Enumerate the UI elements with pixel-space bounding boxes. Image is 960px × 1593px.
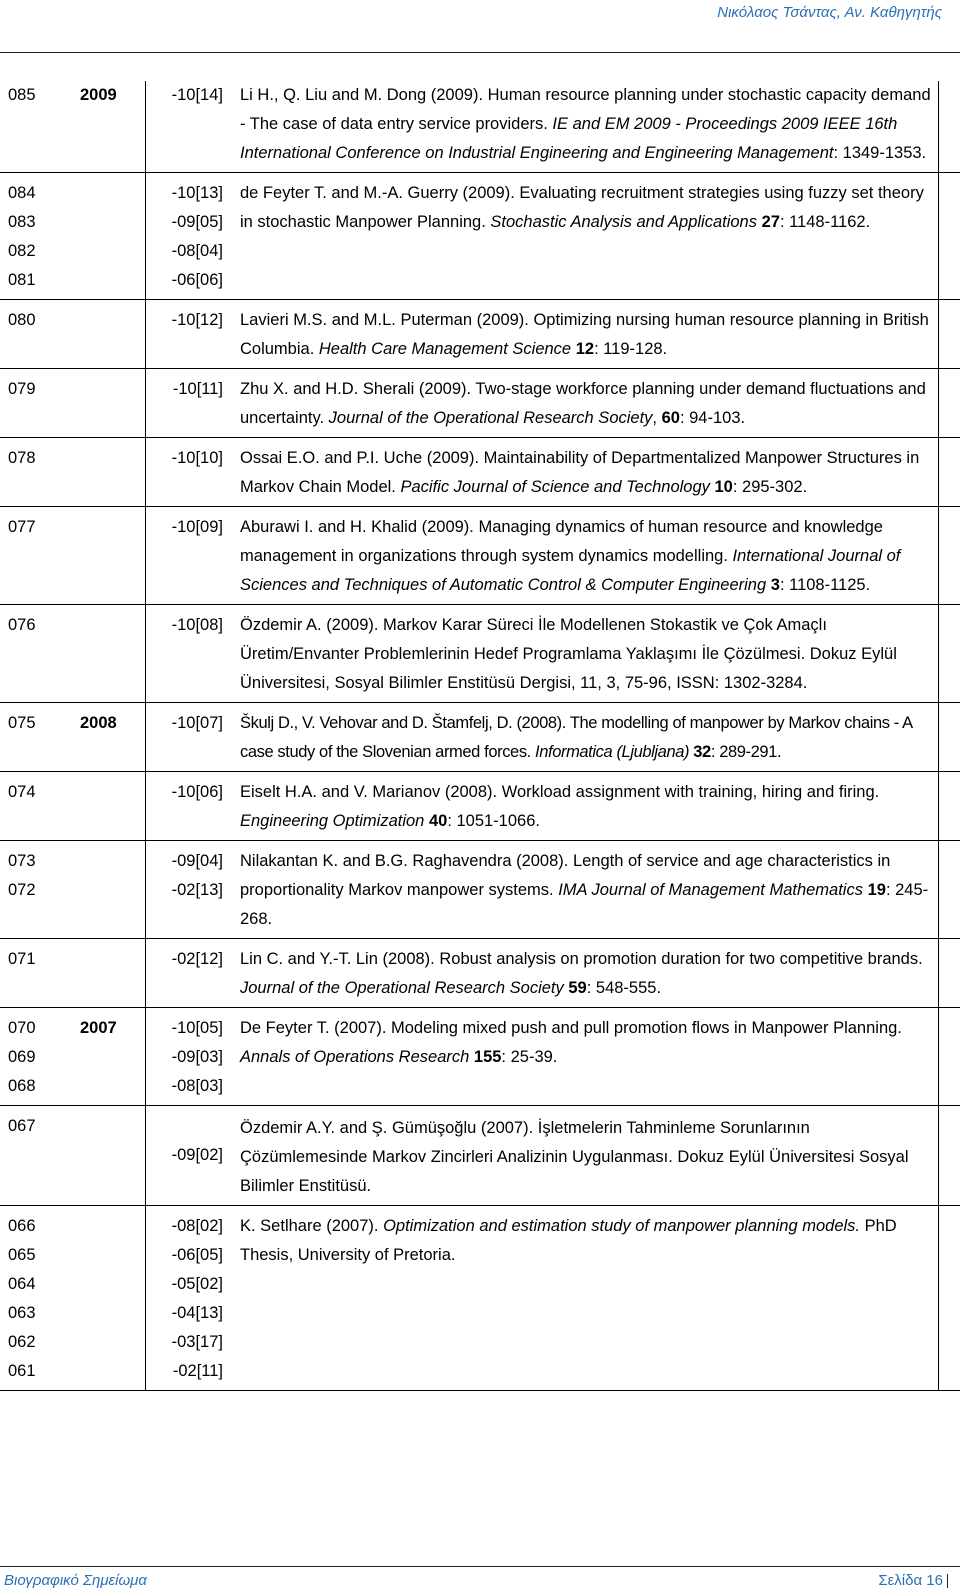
column-divider (938, 81, 939, 172)
reference-text (240, 375, 938, 437)
reference-segment: : 548-555. (586, 979, 662, 997)
citation-codes: -10[06] (171, 783, 223, 801)
volume-number: 27 (761, 213, 780, 231)
column-divider (938, 300, 939, 368)
journal-title: Engineering Optimization (240, 812, 425, 830)
column-divider (145, 173, 146, 299)
column-divider (145, 703, 146, 771)
column-divider (145, 507, 146, 604)
citation-ids: 084 083 082 081 (8, 184, 36, 289)
table-row (0, 1008, 960, 1106)
column-divider (938, 1008, 939, 1105)
journal-title: International Journal of Sciences and Techniques of Automatic Control & Computer Engineering (240, 547, 901, 594)
reference-segment: Lavieri M.S. and M.L. Puterman (2009). Optimizing nursing human resource planning in British Columbia. (240, 311, 929, 358)
citation-ids: 066 065 064 063 062 061 (8, 1217, 36, 1380)
year-label: 2007 (80, 1019, 117, 1037)
citation-codes: -10[05] -09[03] -08[03] (171, 1019, 223, 1095)
table-row (0, 369, 960, 438)
citation-codes: -10[14] (171, 86, 223, 104)
year-label: 2008 (80, 714, 117, 732)
table-row (0, 939, 960, 1008)
column-divider (145, 841, 146, 938)
volume-number: 3 (770, 576, 780, 594)
reference-segment: : 1108-1125. (779, 576, 871, 594)
reference-segment: de Feyter T. and M.-A. Guerry (2009). Evaluating recruitment strategies using fuzzy set theory in stochastic Manpower Planning. (240, 184, 924, 231)
column-divider (145, 1008, 146, 1105)
table-row (0, 1206, 960, 1391)
journal-title: IMA Journal of Management Mathematics (558, 881, 863, 899)
reference-text (240, 611, 938, 702)
citation-codes: -10[11] (172, 380, 223, 398)
journal-title: Informatica (Ljubljana) (535, 743, 690, 761)
reference-text (240, 945, 938, 1007)
citation-ids: 075 (8, 714, 36, 732)
reference-segment: : 245-268. (240, 881, 929, 928)
column-divider (145, 438, 146, 506)
year-label: 2009 (80, 86, 117, 104)
citation-codes: -08[02] -06[05] -05[02] -04[13] -03[17] -02[11] (171, 1217, 223, 1380)
page-number-label: Σελίδα 16 (878, 1572, 943, 1589)
journal-title: Journal of the Operational Research Society (328, 409, 653, 427)
reference-segment: : 25-39. (501, 1048, 558, 1066)
journal-title: Annals of Operations Research (240, 1048, 470, 1066)
volume-number: 12 (575, 340, 595, 358)
citation-ids: 073 072 (8, 852, 36, 899)
reference-segment: : 119-128. (594, 340, 668, 358)
reference-segment: PhD Thesis, University of Pretoria. (240, 1217, 897, 1264)
table-row (0, 173, 960, 300)
volume-number: 155 (473, 1048, 502, 1066)
citation-ids: 067 (8, 1117, 36, 1135)
reference-segment: : 1051-1066. (447, 812, 540, 830)
citation-ids: 074 (8, 783, 36, 801)
reference-segment: De Feyter T. (2007). Modeling mixed push and pull promotion flows in Manpower Planning. (240, 1019, 902, 1037)
table-row (0, 507, 960, 605)
reference-segment: Nilakantan K. and B.G. Raghavendra (2008). Length of service and age characteristics in proportionality Markov manpower systems. (240, 852, 891, 899)
citation-ids: 071 (8, 950, 36, 968)
column-divider (145, 1206, 146, 1390)
reference-segment: Özdemir A.Y. and Ş. Gümüşoğlu (2007). İşletmelerin Tahminleme Sorunlarının Çözümlemesinde Markov Zincirleri Analizinin Uygulanması. Dokuz Eylül Üniversitesi Sosyal Bilimler Enstitüsü. (240, 1119, 909, 1195)
column-divider (145, 772, 146, 840)
reference-segment: : 1349-1353. (833, 144, 927, 162)
column-divider (145, 939, 146, 1007)
reference-segment: : 289-291. (710, 743, 782, 761)
citation-ids: 080 (8, 311, 36, 329)
table-row (0, 438, 960, 507)
column-divider (938, 772, 939, 840)
table-row (0, 703, 960, 772)
citation-codes: -10[07] (171, 714, 223, 732)
citation-ids: 085 (8, 86, 36, 104)
journal-title: Pacific Journal of Science and Technology (400, 478, 710, 496)
volume-number: 10 (714, 478, 733, 496)
column-divider (938, 939, 939, 1007)
header-divider (0, 52, 960, 53)
reference-text (240, 179, 938, 299)
reference-text (240, 306, 938, 368)
citation-ids: 078 (8, 449, 36, 467)
citation-codes: -10[12] (171, 311, 223, 329)
journal-title: Health Care Management Science (318, 340, 572, 358)
table-row (0, 605, 960, 703)
table-row (0, 1106, 960, 1206)
citation-codes: -10[10] (171, 449, 223, 467)
column-divider (145, 1106, 146, 1205)
column-divider (938, 841, 939, 938)
reference-text (240, 778, 938, 840)
citation-ids: 070 069 068 (8, 1019, 36, 1095)
citation-ids: 079 (8, 380, 36, 398)
table-row (0, 81, 960, 173)
volume-number: 59 (568, 979, 587, 997)
reference-segment: K. Setlhare (2007). (240, 1217, 384, 1235)
column-divider (938, 703, 939, 771)
volume-number: 60 (661, 409, 680, 427)
volume-number: 32 (693, 743, 711, 761)
page-number (878, 1572, 948, 1589)
column-divider (938, 369, 939, 437)
footer-divider (0, 1566, 960, 1567)
table-row (0, 772, 960, 841)
journal-title: Optimization and estimation study of manpower planning models. (383, 1217, 860, 1235)
column-divider (145, 369, 146, 437)
reference-segment: Aburawi I. and H. Khalid (2009). Managing dynamics of human resource and knowledge management in organizations through system dynamics modelling. (240, 518, 883, 565)
reference-segment: : 295-302. (732, 478, 808, 496)
citation-codes: -09[04] -02[13] (171, 852, 223, 899)
reference-text (240, 513, 938, 604)
journal-title: Stochastic Analysis and Applications (490, 213, 757, 231)
page-header-author: Νικόλαος Τσάντας, Αν. Καθηγητής (717, 4, 942, 21)
footer-title: Βιογραφικό Σημείωμα (4, 1572, 147, 1589)
reference-segment: Škulj D., V. Vehovar and D. Štamfelj, D. (2008). The modelling of manpower by Markov chains - A case study of the Slovenian armed forces. (240, 714, 912, 761)
reference-text (240, 709, 938, 771)
reference-segment: , (652, 409, 662, 427)
volume-number: 40 (428, 812, 448, 830)
reference-text (240, 1212, 938, 1390)
citation-codes: -10[08] (171, 616, 223, 634)
citation-codes: -09[02] (171, 1146, 223, 1164)
citation-codes: -10[09] (171, 518, 223, 536)
citation-ids: 077 (8, 518, 36, 536)
column-divider (938, 605, 939, 702)
reference-segment: Eiselt H.A. and V. Marianov (2008). Workload assignment with training, hiring and firing. (240, 783, 880, 801)
reference-segment: Lin C. and Y.-T. Lin (2008). Robust analysis on promotion duration for two competitive brands. (240, 950, 923, 968)
reference-segment: : 1148-1162. (779, 213, 871, 231)
reference-segment: : 94-103. (679, 409, 746, 427)
column-divider (938, 507, 939, 604)
citation-ids: 076 (8, 616, 36, 634)
reference-segment: Zhu X. and H.D. Sherali (2009). Two-stage workforce planning under demand fluctuations and uncertainty. (240, 380, 926, 427)
citation-codes: -02[12] (171, 950, 223, 968)
volume-number: 19 (867, 881, 886, 899)
column-divider (938, 1106, 939, 1205)
publication-table (0, 81, 960, 1391)
journal-title: IE and EM 2009 - Proceedings 2009 IEEE 16th International Conference on Industrial Engineering and Engineering Management (240, 115, 898, 162)
reference-segment: Özdemir A. (2009). Markov Karar Süreci İle Modellenen Stokastik ve Çok Amaçlı Üretim/Envanter Problemlerinin Hedef Programlama Yaklaşımı İle Çözülmesi. Dokuz Eylül Üniversitesi, Sosyal Bilimler Enstitüsü Dergisi, 11, 3, 75-96, ISSN: 1302-3284. (240, 616, 897, 692)
column-divider (145, 81, 146, 172)
column-divider (145, 605, 146, 702)
reference-segment: Li H., Q. Liu and M. Dong (2009). Human resource planning under stochastic capacity demand - The case of data entry service providers. (240, 86, 931, 133)
reference-text (240, 81, 938, 172)
table-row (0, 841, 960, 939)
reference-segment: Ossai E.O. and P.I. Uche (2009). Maintainability of Departmentalized Manpower Structures in Markov Chain Model. (240, 449, 920, 496)
column-divider (938, 438, 939, 506)
reference-text (240, 1112, 938, 1205)
column-divider (145, 300, 146, 368)
reference-text (240, 847, 938, 938)
column-divider (938, 1206, 939, 1390)
table-row (0, 300, 960, 369)
column-divider (938, 173, 939, 299)
reference-text (240, 1014, 938, 1105)
journal-title: Journal of the Operational Research Society (240, 979, 564, 997)
citation-codes: -10[13] -09[05] -08[04] -06[06] (171, 184, 223, 289)
reference-text (240, 444, 938, 506)
